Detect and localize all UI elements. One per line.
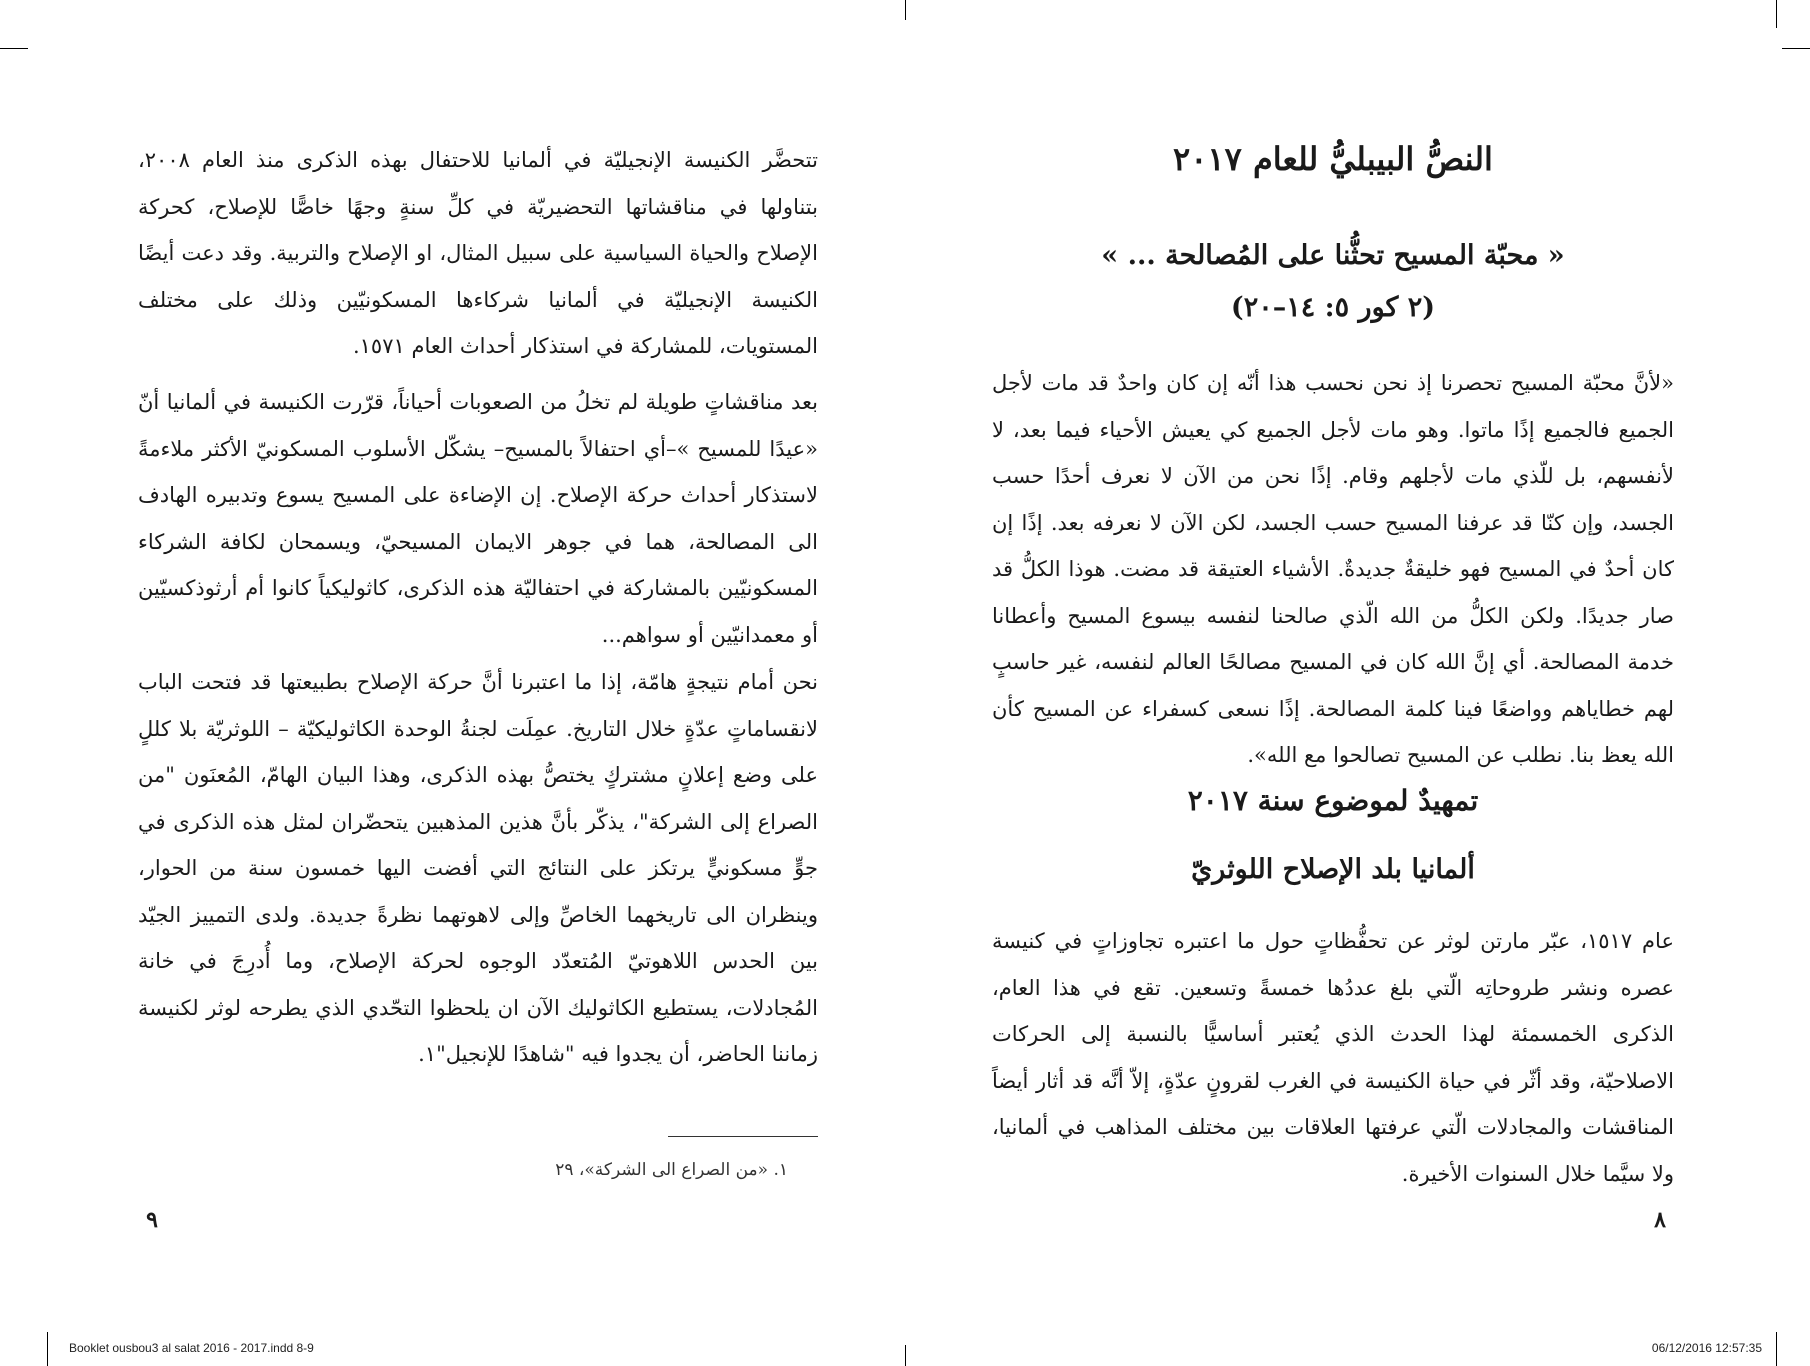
subtitle-line-1: « محبّة المسيح تحثُّنا على المُصالحة ... » [1101, 240, 1565, 271]
crop-mark [1782, 48, 1810, 49]
scripture-passage: «لأنَّ محبّة المسيح تحصرنا إذ نحن نحسب هذا أنّه إن كان واحدٌ قد مات لأجل الجميع فالجميع إذًا ماتوا. وهو مات لأجل الجميع كي يعيش الأحياء فيما بعد، لا لأنفسهم، بل للّذي مات لأجلهم وقام. إذًا نحن من الآن لا نعرف أحدًا حسب الجسد، وإن كنّا قد عرفنا المسيح حسب الجسد، لكن الآن لا نعرفه بعد. إذًا إن كان أحدٌ في المسيح فهو خليقةٌ جديدةٌ. الأشياء العتيقة قد مضت. هوذا الكلُّ قد صار جديدًا. ولكن الكلُّ من الله الّذي صالحنا لنفسه بيسوع المسيح وأعطانا خدمة المصالحة. أي إنَّ الله كان في المسيح مصالحًا العالم لنفسه، غير حاسبٍ لهم خطاياهم وواضعًا فينا كلمة المصالحة. إذًا نسعى كسفراء عن المسيح كأن الله يعظ بنا. نطلب عن المسيح تصالحوا مع الله». [992, 371, 1674, 767]
page-number: ٨ [1654, 1207, 1666, 1233]
crop-mark [905, 0, 906, 20]
footnote-divider [668, 1136, 818, 1137]
right-page [992, 0, 1674, 1366]
crop-mark [47, 1332, 48, 1366]
subtitle-line-2: (٢ كور ٥: ١٤–٢٠) [1230, 292, 1436, 323]
crop-mark [905, 1345, 906, 1366]
section-subheading: ألمانيا بلد الإصلاح اللوثريّ [1191, 854, 1475, 885]
footnote: ١. «من الصراع الى الشركة»، ٢٩ [555, 1160, 788, 1180]
paragraph-3: نحن أمام نتيجةٍ هامّة، إذا ما اعتبرنا أنَّ حركة الإصلاح بطبيعتها قد فتحت الباب لانقساماتٍ عدّةٍ خلال التاريخ. عمِلَت لجنةُ الوحدة الكاثوليكيّة – اللوثريّة بلا كللٍ على وضع إعلانٍ مشتركٍ يختصُّ بهذه الذكرى، وهذا البيان الهامّ، المُعنَون "من الصراع إلى الشركة"، يذكّر بأنَّ هذين المذهبين يتحضّران لمثل هذه الذكرى في جوٍّ مسكونيٍّ يرتكز على النتائج التي أفضت اليها خمسون سنة من الحوار، وينظران الى تاريخهما الخاصِّ وإلى لاهوتهما نظرةً جديدة. ولدى التمييز الجيّد بين الحدس اللاهوتيّ المُتعدّد الوجوه لحركة الإصلاح، وما أُدرِجَ في خانة المُجادلات، يستطيع الكاثوليك الآن ان يلحظوا التحّدي الذي يطرحه لوثر لكنيسة زماننا الحاضر، أن يجدوا فيه "شاهدًا للإنجيل"١. [138, 670, 818, 1066]
crop-mark [1776, 0, 1777, 28]
paragraph-1: تتحضَّر الكنيسة الإنجيليّة في ألمانيا للاحتفال بهذه الذكرى منذ العام ٢٠٠٨، بتناولها في مناقشاتها التحضيريّة في كلِّ سنةٍ وجهًا خاصًّا للإصلاح، كحركة الإصلاح والحياة السياسية على سبيل المثال، او الإصلاح والتربية. وقد دعت أيضًا الكنيسة الإنجيليّة في ألمانيا شركاءها المسكونيّين وذلك على مختلف المستويات، للمشاركة في استذكار أحداث العام ١٥٧١. [138, 148, 818, 358]
intro-paragraph: عام ١٥١٧، عبّر مارتن لوثر عن تحفُّظاتٍ حول ما اعتبره تجاوزاتٍ في كنيسة عصره ونشر طروحاتِه الّتي بلغ عددُها خمسةً وتسعين. تقع في هذا العام، الذكرى الخمسمئة لهذا الحدث الذي يُعتبر أساسيًّا بالنسبة إلى الحركات الاصلاحيّة، وقد أثّر في حياة الكنيسة في الغرب لقرونٍ عدّةٍ، إلاّ أنَّه قد أثار أيضاً المناقشات والمجادلات الّتي عرفتها العلاقات بين مختلف المذاهب في ألمانيا، ولا سيَّما خلال السنوات الأخيرة. [992, 929, 1674, 1186]
crop-mark [1776, 1332, 1777, 1366]
slug-filename: Booklet ousbou3 al salat 2016 - 2017.indd 8-9 [69, 1341, 314, 1355]
page-number: ٩ [146, 1207, 158, 1233]
slug-datetime: 06/12/2016 12:57:35 [1651, 1341, 1762, 1355]
paragraph-2: بعد مناقشاتٍ طويلة لم تخلُ من الصعوبات أحياناً، قرّرت الكنيسة في ألمانيا أنّ «عيدًا للمسيح »–أي احتفالاً بالمسيح– يشكّل الأسلوب المسكونيّ الأكثر ملاءمةً لاستذكار أحداث حركة الإصلاح. إن الإضاءة على المسيح يسوع وتدبيره الهادف الى المصالحة، هما في جوهر الايمان المسيحيّ، ويسمحان لكافة الشركاء المسكونيّين بالمشاركة في احتفاليّة هذه الذكرى، كاثوليكياً كانوا أم أرثوذكسيّين أو معمدانيّين أو سواهم... [138, 390, 818, 647]
crop-mark [0, 48, 28, 49]
left-page [138, 0, 818, 1366]
page-title: النصُّ البيبليُّ للعام ٢٠١٧ [1173, 140, 1493, 178]
section-heading: تمهيدٌ لموضوع سنة ٢٠١٧ [1187, 784, 1479, 817]
